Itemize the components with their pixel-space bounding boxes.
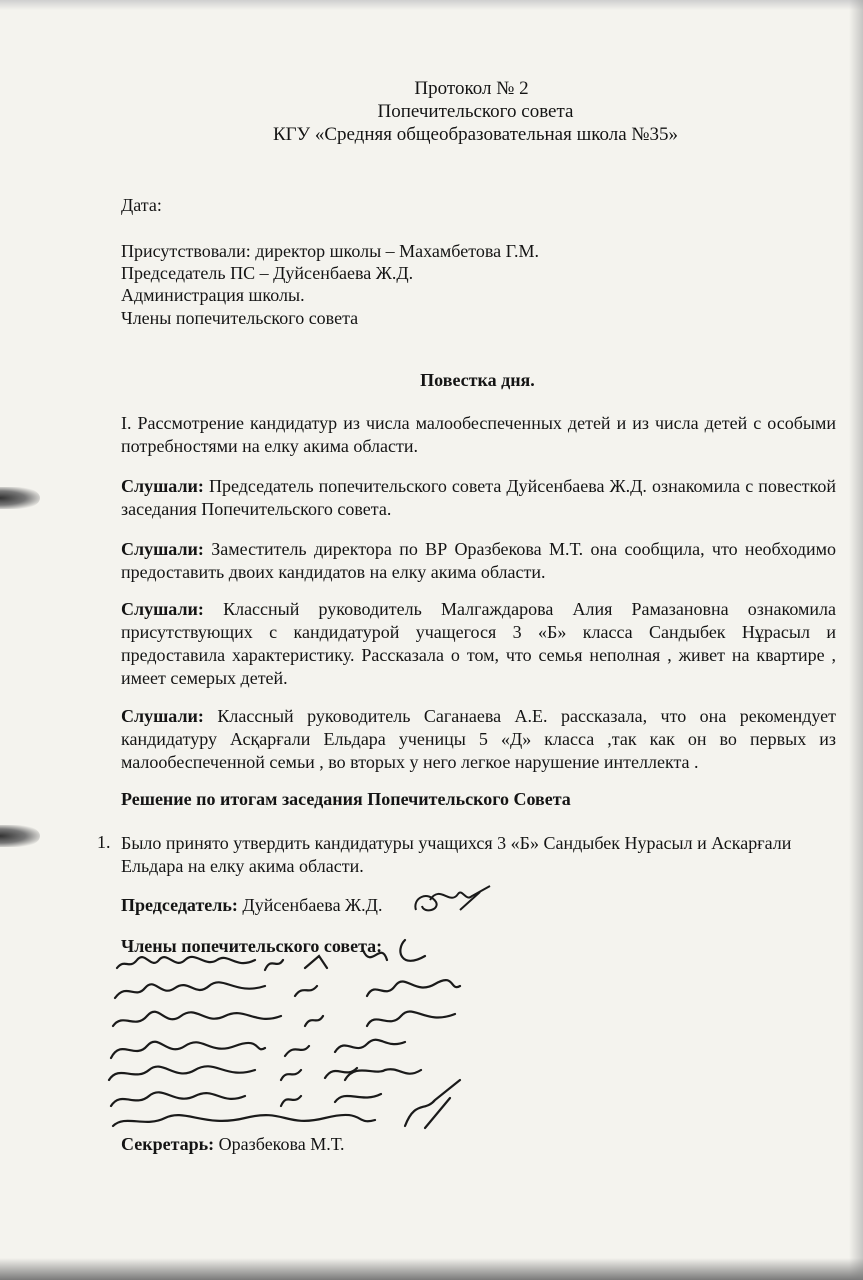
date-label: Дата: [121, 195, 162, 215]
decision-title: Решение по итогам заседания Попечительского Совета [121, 789, 571, 809]
decision-text: Было принято утвердить кандидатуры учащихся 3 «Б» Сандыбек Нурасыл и Аскарғали Ельдара на елку акима области. [121, 833, 792, 876]
attendee-line: Администрация школы. [121, 285, 305, 305]
heard-label: Слушали: [121, 599, 204, 619]
secretary-label: Секретарь: [121, 1134, 215, 1154]
punch-hole-mark [0, 825, 40, 847]
scan-edge-bottom [0, 1258, 863, 1280]
chair-label: Председатель: [121, 895, 238, 915]
heard-paragraph [121, 705, 836, 774]
chair-signature [410, 880, 495, 920]
handwritten-member-signatures [105, 930, 475, 1130]
secretary-name: Оразбекова М.Т. [218, 1134, 345, 1154]
scan-edge-top [0, 0, 863, 10]
heard-label: Слушали: [121, 706, 204, 726]
heard-text: Классный руководитель Малгаждарова Алия Рамазановна ознакомила присутствующих с кандидатурой учащегося 3 «Б» класса Сандыбек Нұрасыл и предоставила характеристику. Рассказала о том, что семья неполная , живет на квартире , имеет семерых детей. [121, 599, 836, 688]
members-label: Члены попечительского совета: [121, 936, 383, 956]
chair-line [121, 894, 382, 916]
document-title: Протокол № 2 [414, 78, 529, 99]
secretary-line [121, 1133, 344, 1155]
decision-number: 1. [97, 832, 111, 852]
attendee-line: Члены попечительского совета [121, 308, 359, 328]
heard-text: Председатель попечительского совета Дуйсенбаева Ж.Д. ознакомила с повесткой заседания Попечительского совета. [121, 476, 836, 519]
attendee-line: Председатель ПС – Дуйсенбаева Ж.Д. [121, 263, 414, 283]
heard-text: Заместитель директора по ВР Оразбекова М.Т. она сообщила, что необходимо предоставить двоих кандидатов на елку акима области. [121, 539, 837, 582]
chair-name: Дуйсенбаева Ж.Д. [242, 895, 383, 915]
heard-paragraph [121, 538, 836, 584]
heard-paragraph [121, 598, 836, 690]
organization-name: КГУ «Средняя общеобразовательная школа №35» [272, 124, 679, 145]
document-subtitle: Попечительского совета [377, 101, 574, 122]
heard-text: Классный руководитель Саганаева А.Е. рассказала, что она рекомендует кандидатуру Асқарғали Ельдара ученицы 5 «Д» класса ,так как он во первых из малообеспеченной семьи , во вторых у него легкое нарушение интеллекта . [121, 706, 837, 772]
heard-paragraph [121, 475, 836, 521]
attendee-line: Присутствовали: директор школы – Махамбетова Г.М. [121, 241, 539, 261]
heard-label: Слушали: [121, 539, 204, 559]
agenda-title: Повестка дня. [420, 370, 535, 390]
scan-edge-right [849, 0, 863, 1280]
punch-hole-mark [0, 487, 40, 509]
heard-label: Слушали: [121, 476, 204, 496]
agenda-item: I. Рассмотрение кандидатур из числа малообеспеченных детей и из числа детей с особыми потребностями на елку акима области. [121, 413, 836, 456]
